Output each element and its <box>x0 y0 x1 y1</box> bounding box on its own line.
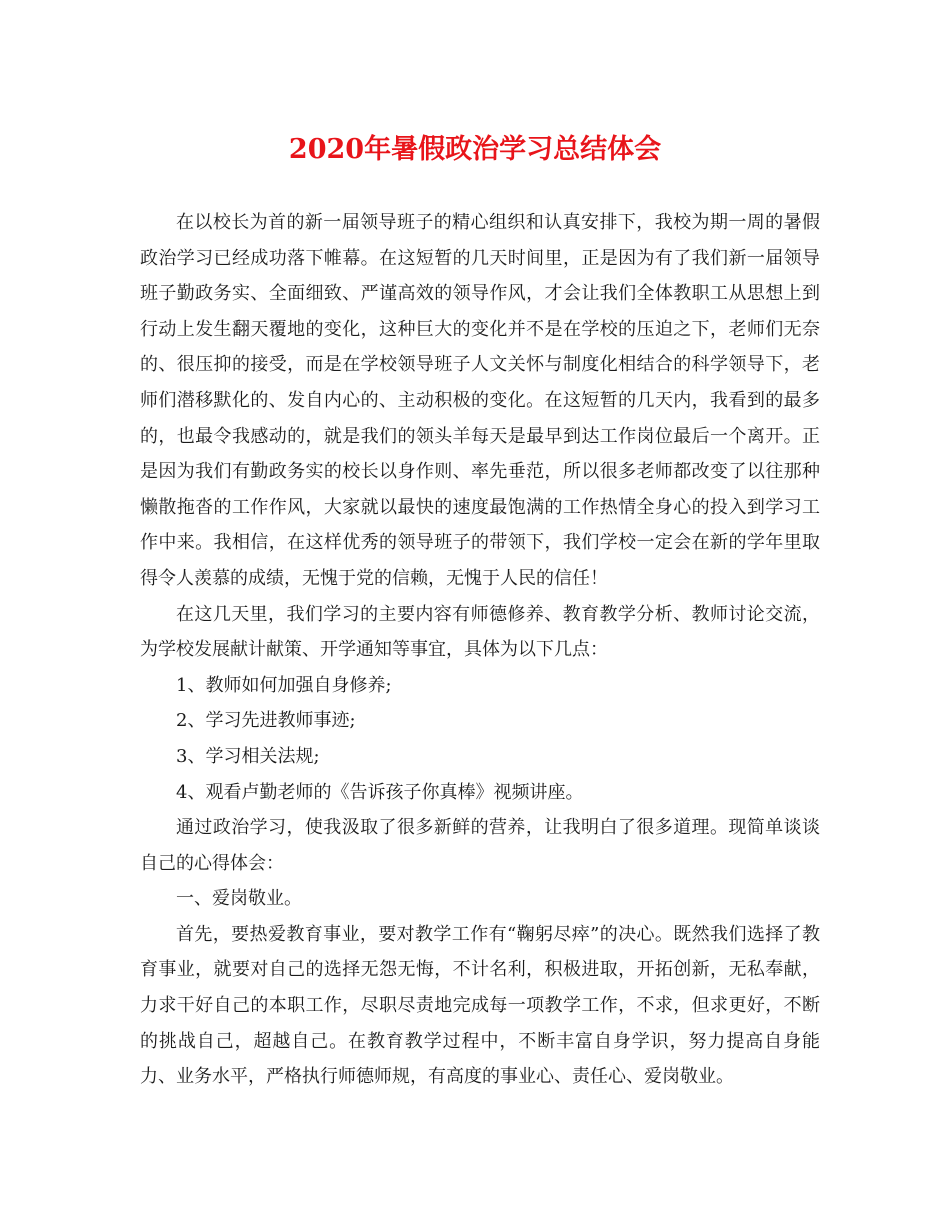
paragraph-intro: 在以校长为首的新一届领导班子的精心组织和认真安排下，我校为期一周的暑假政治学习已经成功落下帷幕。在这短暂的几天时间里，正是因为有了我们新一届领导班子勤政务实、全面细致、严谨高效的领导作风，才会让我们全体教职工从思想上到行动上发生翻天覆地的变化，这种巨大的变化并不是在学校的压迫之下，老师们无奈的、很压抑的接受，而是在学校领导班子人文关怀与制度化相结合的科学领导下，老师们潜移默化的、发自内心的、主动积极的变化。在这短暂的几天内，我看到的最多的，也最令我感动的，就是我们的领头羊每天是最早到达工作岗位最后一个离开。正是因为我们有勤政务实的校长以身作则、率先垂范，所以很多老师都改变了以往那种懒散拖沓的工作作风，大家就以最快的速度最饱满的工作热情全身心的投入到学习工作中来。我相信，在这样优秀的领导班子的带领下，我们学校一定会在新的学年里取得令人羡慕的成绩，无愧于党的信赖，无愧于人民的信任！ <box>140 212 820 589</box>
list-item-1: 1、教师如何加强自身修养; <box>176 674 392 696</box>
paragraph-study-content: 在这几天里，我们学习的主要内容有师德修养、教育教学分析、教师讨论交流，为学校发展献计献策、开学通知等事宜，具体为以下几点： <box>140 603 820 661</box>
list-item-2: 2、学习先进教师事迹; <box>176 710 356 732</box>
section-heading-dedication: 一、爱岗敬业。 <box>176 888 302 910</box>
document-body <box>140 205 820 1095</box>
paragraph-dedication: 首先，要热爱教育事业，要对教学工作有“鞠躬尽瘁”的决心。既然我们选择了教育事业，就要对自己的选择无怨无悔，不计名利，积极进取，开拓创新，无私奉献，力求干好自己的本职工作，尽职尽责地完成每一项教学工作，不求，但求更好，不断的挑战自己，超越自己。在教育教学过程中，不断丰富自身学识，努力提高自身能力、业务水平，严格执行师德师规，有高度的事业心、责任心、爱岗敬业。 <box>140 923 820 1088</box>
document-title: 2020年暑假政治学习总结体会 <box>288 134 662 165</box>
list-item-3: 3、学习相关法规; <box>176 745 320 767</box>
list-item-4: 4、观看卢勤老师的《告诉孩子你真棒》视频讲座。 <box>176 781 584 803</box>
paragraph-reflection-intro: 通过政治学习，使我汲取了很多新鲜的营养，让我明白了很多道理。现简单谈谈自己的心得体会： <box>140 817 820 874</box>
